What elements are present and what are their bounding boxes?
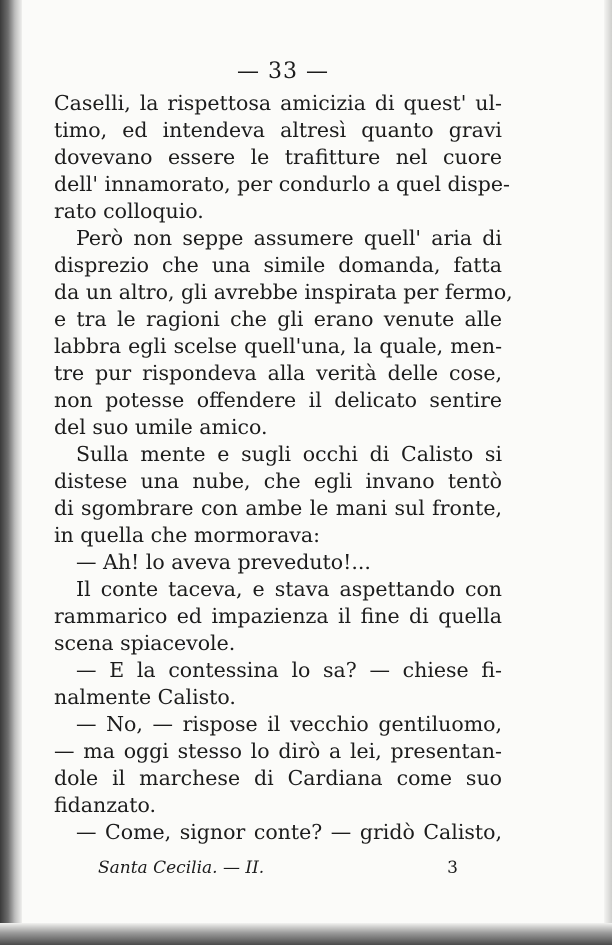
text-line: — ma oggi stesso lo dirò a lei, presentan-: [54, 739, 502, 763]
text-line: — No, — rispose il vecchio gentiluomo,: [76, 712, 502, 736]
text-line: di sgombrare con ambe le mani sul fronte,: [54, 496, 502, 520]
text-line: dell' innamorato, per condurlo a quel dispe-: [54, 172, 510, 196]
text-line: disprezio che una simile domanda, fatta: [54, 253, 502, 277]
text-line: in quella che mormorava:: [54, 523, 321, 547]
text-line: e tra le ragioni che gli erano venute alle: [54, 307, 502, 331]
text-line: nalmente Calisto.: [54, 685, 236, 709]
text-line: scena spiacevole.: [54, 631, 236, 655]
footer-book-title: Santa Cecilia. — II.: [98, 858, 265, 878]
page-number-header: — 33 —: [237, 59, 329, 84]
text-line: Però non seppe assumere quell' aria di: [76, 226, 502, 250]
text-line: — E la contessina lo sa? — chiese fi-: [76, 658, 502, 682]
page-right-edge: [604, 0, 612, 945]
page-bottom-edge: [0, 923, 612, 945]
text-line: da un altro, gli avrebbe inspirata per fermo,: [54, 280, 513, 304]
text-line: rammarico ed impazienza il fine di quella: [54, 604, 502, 628]
text-line: distese una nube, che egli invano tentò: [54, 469, 502, 493]
text-line: timo, ed intendeva altresì quanto gravi: [54, 118, 502, 142]
text-line: labbra egli scelse quell'una, la quale, men-: [54, 334, 502, 358]
book-page: [54, 56, 513, 846]
text-line: rato colloquio.: [54, 199, 204, 223]
text-line: tre pur rispondeva alla verità delle cose,: [54, 361, 502, 385]
text-line: non potesse offendere il delicato sentire: [54, 388, 502, 412]
footer-signature-mark: 3: [447, 858, 458, 878]
text-line: dole il marchese di Cardiana come suo: [54, 766, 502, 790]
body-text: [54, 90, 513, 846]
book-binding-shadow: [0, 0, 22, 945]
text-line: dovevano essere le trafitture nel cuore: [54, 145, 502, 169]
text-line: — Come, signor conte? — gridò Calisto,: [76, 820, 502, 844]
text-line: — Ah! lo aveva preveduto!...: [76, 550, 371, 574]
page-footer: [98, 858, 458, 882]
text-line: Sulla mente e sugli occhi di Calisto si: [76, 442, 502, 466]
text-line: Caselli, la rispettosa amicizia di quest' ul-: [54, 91, 502, 115]
text-line: Il conte taceva, e stava aspettando con: [76, 577, 502, 601]
text-line: fidanzato.: [54, 793, 156, 817]
text-line: del suo umile amico.: [54, 415, 268, 439]
